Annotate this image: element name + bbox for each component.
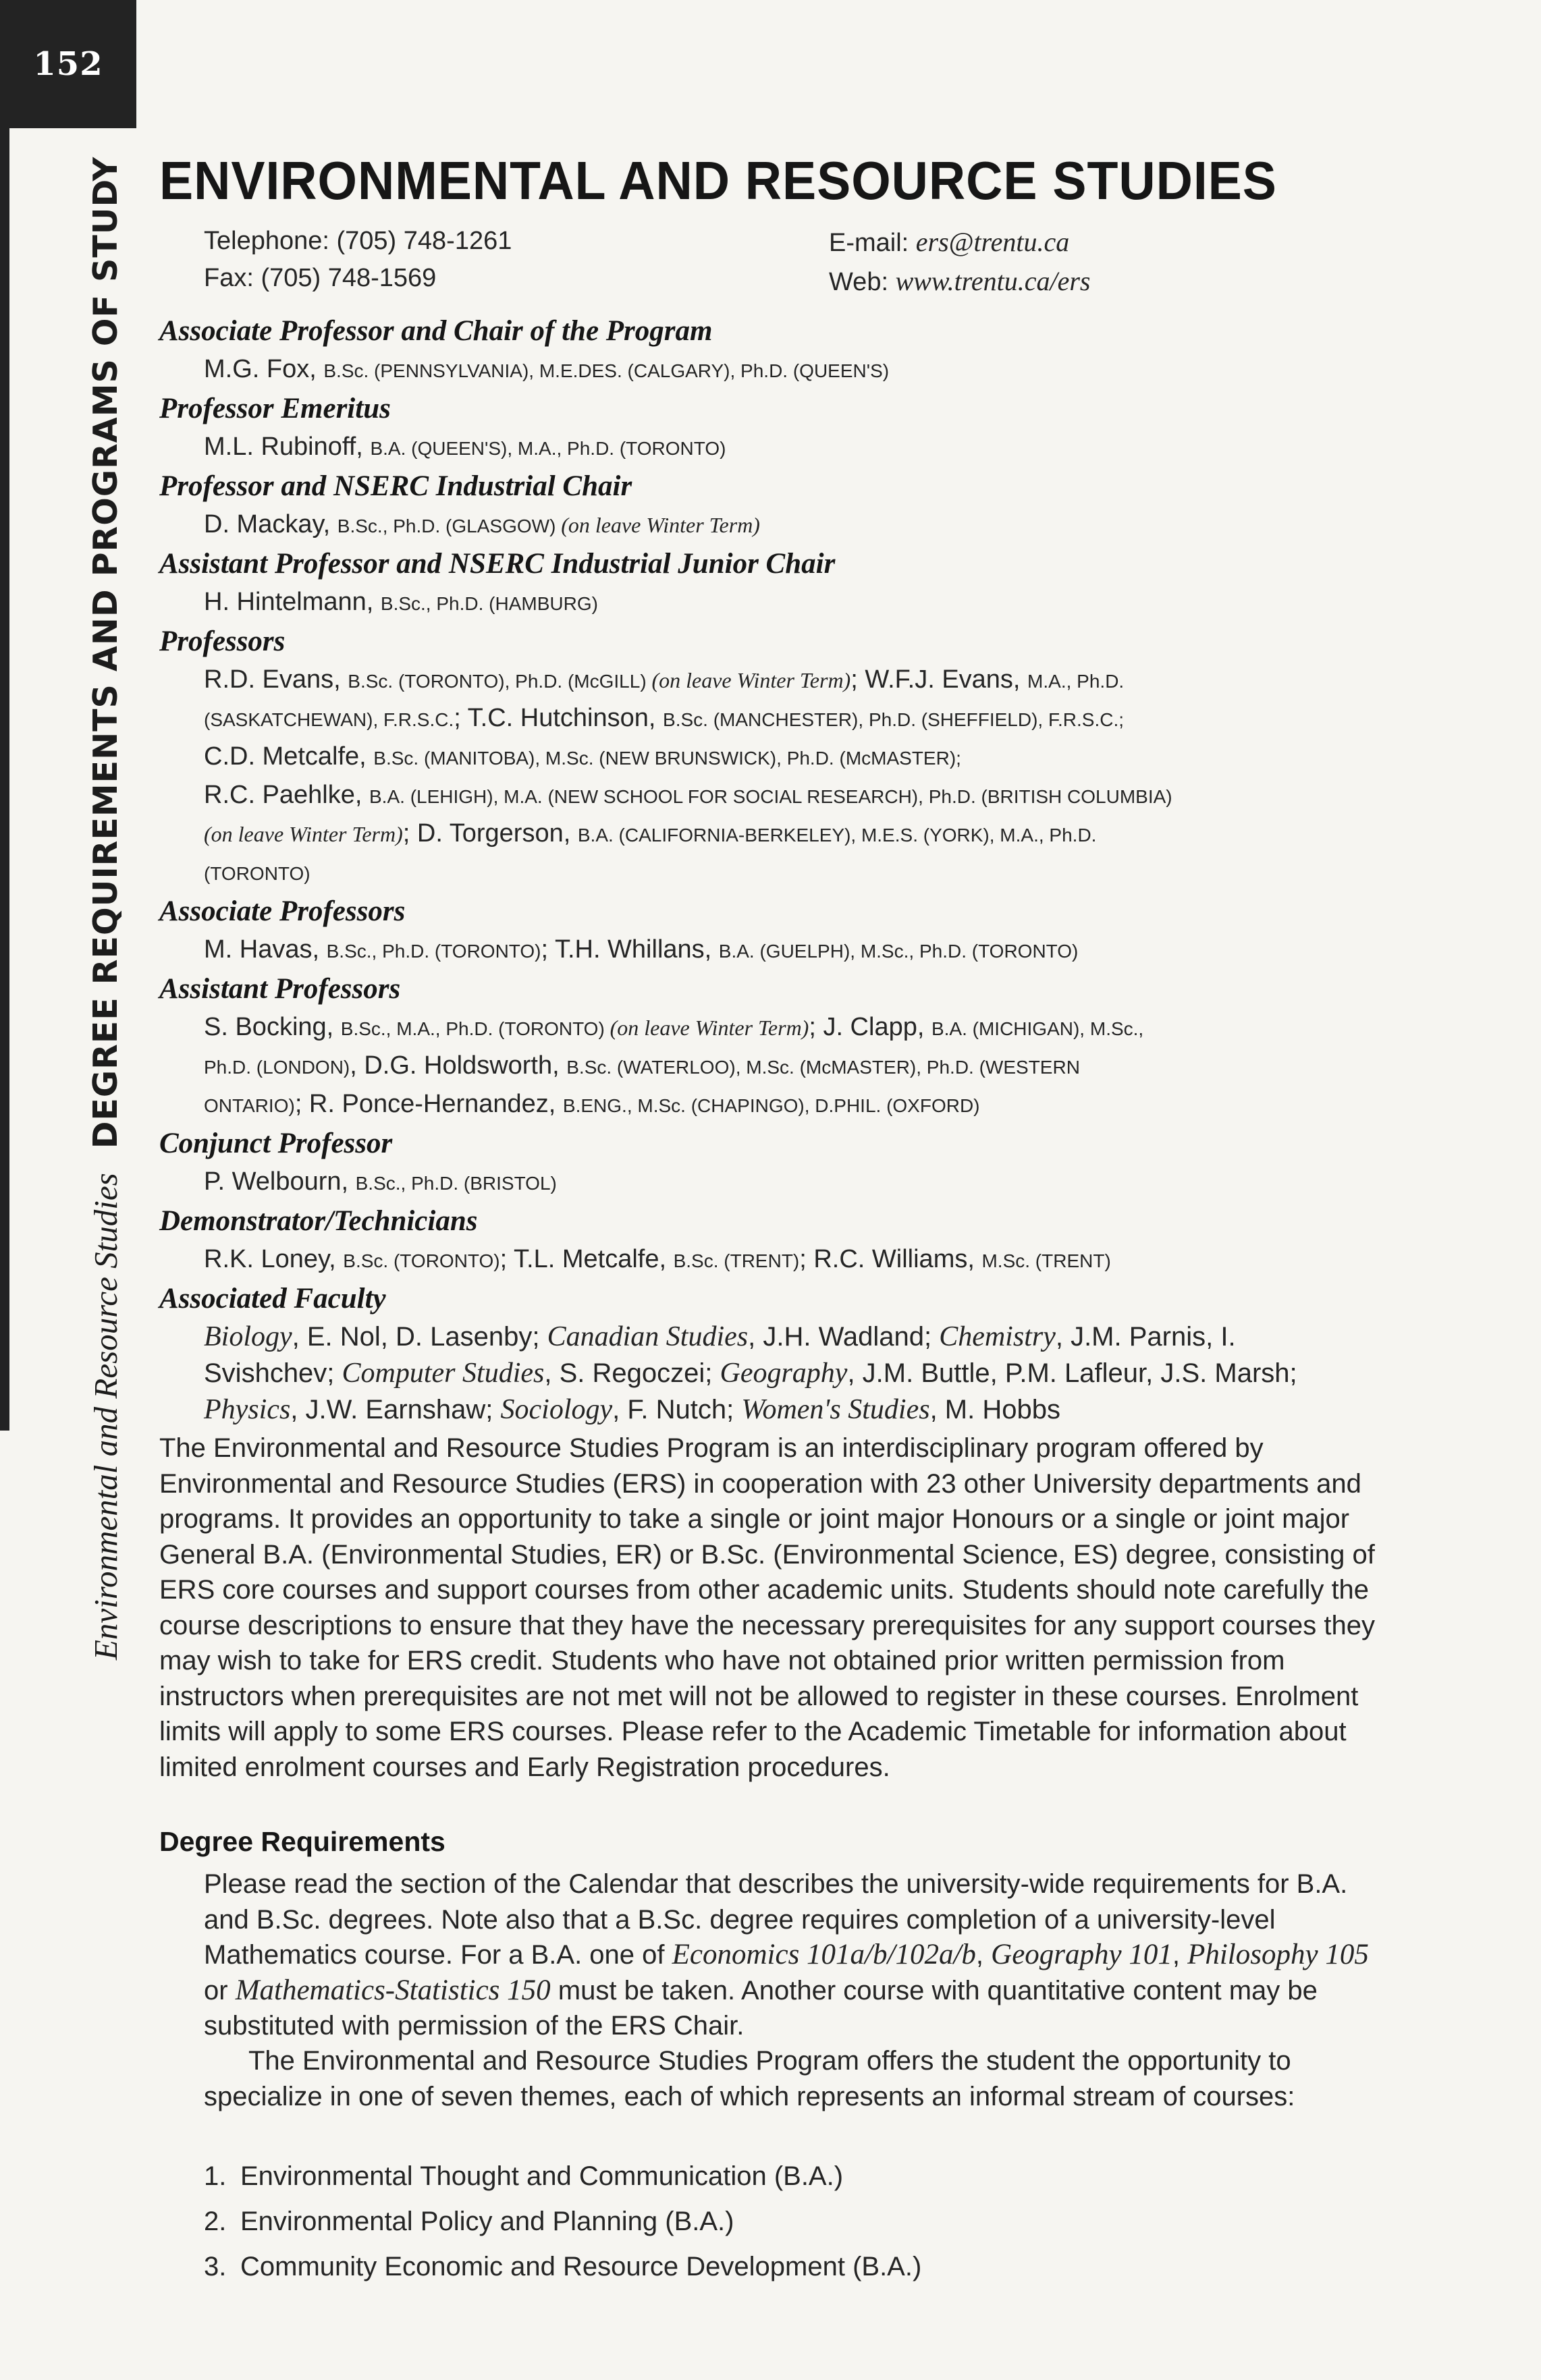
department-name: Computer Studies	[342, 1358, 545, 1389]
text-segment: P. Welbourn,	[204, 1167, 356, 1196]
email-line	[829, 223, 1090, 262]
theme-item	[204, 2199, 921, 2244]
credentials: B.Sc., Ph.D. (GLASGOW)	[337, 516, 562, 536]
text-segment: , J.H. Wadland;	[748, 1322, 940, 1352]
email-label: E-mail:	[829, 229, 916, 257]
faculty-entry	[159, 1241, 1428, 1279]
faculty-line	[204, 351, 1428, 389]
credentials: B.ENG., M.Sc. (CHAPINGO), D.PHIL. (OXFORD)	[562, 1095, 980, 1116]
page-number-box	[0, 0, 136, 128]
leave-note: (on leave Winter Term)	[204, 822, 403, 846]
text-segment: ; J. Clapp,	[809, 1013, 931, 1041]
associated-faculty-line	[204, 1391, 1428, 1428]
faculty-line	[204, 1086, 1428, 1124]
text-segment: ; T.L. Metcalfe,	[499, 1245, 674, 1273]
faculty-line	[204, 584, 1428, 622]
faculty-line	[204, 854, 1428, 892]
page-number: 152	[33, 45, 103, 83]
associated-faculty-line	[204, 1319, 1428, 1355]
credentials: B.Sc., Ph.D. (TORONTO)	[326, 941, 541, 962]
faculty-role-heading: Professors	[159, 626, 286, 657]
credentials: B.Sc., Ph.D. (BRISTOL)	[355, 1173, 557, 1194]
text-segment: R.K. Loney,	[204, 1245, 344, 1273]
faculty-role-heading: Associate Professor and Chair of the Program	[159, 315, 713, 347]
email-link[interactable]: ers@trentu.ca	[915, 227, 1070, 257]
faculty-entry	[159, 1009, 1428, 1124]
text-segment: Economics 101a/b/102a/b	[672, 1939, 976, 1970]
text-segment: H. Hintelmann,	[204, 588, 381, 616]
text-segment: , D.G. Holdsworth,	[350, 1051, 567, 1080]
text-segment: ; T.H. Whillans,	[541, 935, 719, 964]
text-segment: Philosophy 105	[1187, 1939, 1369, 1970]
credentials: B.Sc., M.A., Ph.D. (TORONTO)	[340, 1018, 610, 1039]
themes-list	[204, 2154, 921, 2290]
faculty-line	[204, 428, 1428, 467]
theme-text: Environmental Thought and Communication (B.A.)	[240, 2161, 844, 2191]
faculty-groups	[159, 312, 1428, 1279]
credentials: B.Sc. (MANITOBA), M.Sc. (NEW BRUNSWICK), Ph.D. (McMASTER);	[373, 748, 961, 769]
theme-item	[204, 2244, 921, 2290]
faculty-line	[204, 777, 1428, 815]
text-segment: , J.M. Parnis, I.	[1055, 1322, 1236, 1352]
credentials: (TORONTO)	[204, 863, 310, 884]
text-segment: R.D. Evans,	[204, 665, 348, 694]
leave-note: (on leave Winter Term)	[561, 513, 760, 537]
department-name: Sociology	[500, 1394, 613, 1425]
web-label: Web:	[829, 268, 896, 297]
contact-email-web	[829, 223, 1090, 301]
faculty-entry	[159, 584, 1428, 622]
web-link[interactable]: www.trentu.ca/ers	[895, 266, 1091, 297]
faculty-role-heading: Associated Faculty	[159, 1283, 386, 1314]
text-segment: ; D. Torgerson,	[402, 819, 578, 848]
text-segment: , S. Regoczei;	[544, 1358, 720, 1388]
department-name: Biology	[204, 1321, 292, 1352]
contact-phone-fax	[204, 223, 512, 297]
fax: Fax: (705) 748-1569	[204, 264, 437, 293]
credentials: M.A., Ph.D.	[1027, 671, 1125, 692]
faculty-role-heading: Demonstrator/Technicians	[159, 1205, 478, 1237]
text-segment: ,	[975, 1940, 992, 1970]
faculty-role-heading: Associate Professors	[159, 895, 406, 927]
section-name: Environmental and Resource Studies	[87, 1173, 124, 1660]
department-name: Chemistry	[939, 1321, 1056, 1352]
faculty-line	[204, 931, 1428, 970]
faculty-line	[204, 661, 1428, 700]
degree-requirements-heading: Degree Requirements	[159, 1826, 445, 1857]
credentials: (SASKATCHEWAN), F.R.S.C.	[204, 709, 454, 730]
text-segment: M.G. Fox,	[204, 355, 324, 383]
credentials: B.Sc. (PENNSYLVANIA), M.E.DES. (CALGARY), Ph.D. (QUEEN'S)	[323, 360, 890, 381]
credentials: B.Sc., Ph.D. (HAMBURG)	[380, 593, 598, 614]
theme-text: Environmental Policy and Planning (B.A.)	[240, 2207, 734, 2236]
text-segment: Mathematics-Statistics 150	[235, 1974, 551, 2006]
page-title: ENVIRONMENTAL AND RESOURCE STUDIES	[159, 150, 1277, 211]
themes-intro-paragraph: The Environmental and Resource Studies Program offers the student the opportunity to specialize in one of seven themes, each of which represents an informal stream of courses:	[204, 2046, 1295, 2111]
faculty-line	[204, 1163, 1428, 1202]
text-segment: must be taken. Another course with quantitative content may be substituted with permission of the ERS Chair.	[204, 1975, 1318, 2041]
associated-faculty-text	[159, 1319, 1428, 1428]
web-line	[829, 262, 1090, 301]
credentials: B.A. (MICHIGAN), M.Sc.,	[931, 1018, 1144, 1039]
credentials: B.A. (CALIFORNIA-BERKELEY), M.E.S. (YORK), M.A., Ph.D.	[577, 825, 1097, 846]
section-heading: DEGREE REQUIREMENTS AND PROGRAMS OF STUDY	[86, 156, 125, 1149]
faculty-line	[204, 1009, 1428, 1047]
credentials: B.A. (QUEEN'S), M.A., Ph.D. (TORONTO)	[370, 438, 726, 459]
text-segment: Geography 101	[991, 1939, 1172, 1970]
faculty-line	[204, 506, 1428, 545]
credentials: B.A. (GUELPH), M.Sc., Ph.D. (TORONTO)	[718, 941, 1079, 962]
text-segment: Please read the section of the Calendar that describes the university-wide requirements for B.A. and B.Sc. degrees. Note also that a B.Sc. degree requires completion of a university-level Mathematics course. For a B.A. one of	[204, 1869, 1348, 1970]
text-segment: C.D. Metcalfe,	[204, 742, 374, 771]
theme-number: 1.	[204, 2161, 227, 2191]
faculty-entry	[159, 506, 1428, 545]
faculty-entry	[159, 351, 1428, 389]
faculty-entry	[159, 428, 1428, 467]
text-segment: ; W.F.J. Evans,	[850, 665, 1028, 694]
side-bar	[0, 128, 9, 1431]
credentials: B.Sc. (TORONTO), Ph.D. (McGILL)	[348, 671, 652, 692]
text-segment: M.L. Rubinoff,	[204, 433, 371, 461]
faculty-line	[204, 1047, 1428, 1086]
text-segment: ; R.C. Williams,	[799, 1245, 982, 1273]
theme-number: 3.	[204, 2252, 227, 2281]
text-segment: D. Mackay,	[204, 510, 337, 538]
degree-requirements-paragraph	[204, 1866, 1385, 2044]
faculty-role-heading: Professor and NSERC Industrial Chair	[159, 470, 632, 502]
faculty-entry	[159, 1163, 1428, 1202]
text-segment: ; R. Ponce-Hernandez,	[294, 1090, 563, 1118]
associated-faculty-line	[204, 1355, 1428, 1391]
text-segment: S. Bocking,	[204, 1013, 341, 1041]
credentials: M.Sc. (TRENT)	[981, 1250, 1111, 1271]
faculty-entry	[159, 931, 1428, 970]
theme-number: 2.	[204, 2207, 227, 2236]
faculty-entry	[159, 661, 1428, 892]
text-segment: or	[204, 1975, 236, 2005]
credentials: ONTARIO)	[204, 1095, 295, 1116]
faculty-line	[204, 738, 1428, 777]
faculty-role-heading: Professor Emeritus	[159, 393, 391, 424]
text-segment: , E. Nol, D. Lasenby;	[292, 1322, 547, 1352]
department-name: Women's Studies	[741, 1394, 930, 1425]
text-segment: , J.M. Buttle, P.M. Lafleur, J.S. Marsh;	[847, 1358, 1297, 1388]
credentials: B.Sc. (TORONTO)	[343, 1250, 500, 1271]
telephone: Telephone: (705) 748-1261	[204, 227, 512, 255]
running-header	[86, 157, 125, 1660]
credentials: B.Sc. (TRENT)	[673, 1250, 800, 1271]
text-segment: Svishchev;	[204, 1358, 342, 1388]
faculty-list	[159, 312, 1428, 1428]
department-name: Geography	[720, 1358, 848, 1389]
faculty-line	[204, 815, 1428, 854]
text-segment: , M. Hobbs	[929, 1395, 1060, 1424]
text-segment: M. Havas,	[204, 935, 327, 964]
faculty-role-heading: Conjunct Professor	[159, 1128, 393, 1159]
leave-note: (on leave Winter Term)	[610, 1016, 809, 1040]
faculty-role-heading: Assistant Professor and NSERC Industrial Junior Chair	[159, 548, 836, 580]
faculty-role-heading: Assistant Professors	[159, 973, 401, 1005]
credentials: B.Sc. (WATERLOO), M.Sc. (McMASTER), Ph.D. (WESTERN	[566, 1057, 1080, 1078]
text-segment: R.C. Paehlke,	[204, 781, 369, 809]
credentials: Ph.D. (LONDON)	[204, 1057, 350, 1078]
text-segment: ,	[1172, 1940, 1188, 1970]
theme-item	[204, 2154, 921, 2199]
theme-text: Community Economic and Resource Development (B.A.)	[240, 2252, 922, 2281]
program-intro: The Environmental and Resource Studies Program is an interdisciplinary program offered by Environmental and Resource Studies (ERS) in cooperation with 23 other University departments and programs. It provides an opportunity to take a single or joint major Honours or a single or joint major General B.A. (Environmental Studies, ER) or B.Sc. (Environmental Science, ES) degree, consisting of ERS core courses and support courses from other academic units. Students should note carefully the course descriptions to ensure that they have the necessary prerequisites for any support courses they may wish to take for ERS credit. Students who have not obtained prior written permission from instructors when prerequisites are not met will not be allowed to register in these courses. Enrolment limits will apply to some ERS courses. Please refer to the Academic Timetable for information about limited enrolment courses and Early Registration procedures.	[159, 1433, 1375, 1782]
text-segment: , J.W. Earnshaw;	[290, 1395, 501, 1424]
text-segment: ; T.C. Hutchinson,	[454, 704, 664, 732]
faculty-line	[204, 1241, 1428, 1279]
text-segment: , F. Nutch;	[612, 1395, 742, 1424]
faculty-line	[204, 700, 1428, 738]
credentials: B.Sc. (MANCHESTER), Ph.D. (SHEFFIELD), F.R.S.C.;	[663, 709, 1124, 730]
credentials: B.A. (LEHIGH), M.A. (NEW SCHOOL FOR SOCIAL RESEARCH), Ph.D. (BRITISH COLUMBIA)	[369, 786, 1172, 807]
department-name: Canadian Studies	[547, 1321, 749, 1352]
department-name: Physics	[204, 1394, 291, 1425]
leave-note: (on leave Winter Term)	[651, 668, 851, 692]
